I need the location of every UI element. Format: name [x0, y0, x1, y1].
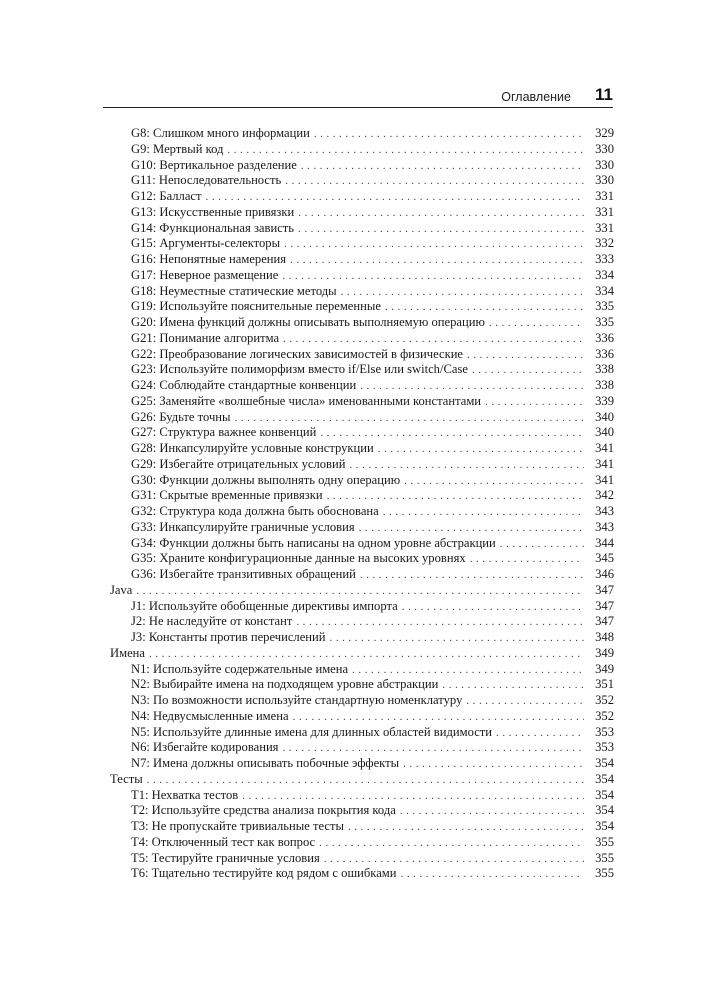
toc-leader-dots: [136, 584, 584, 600]
toc-entry-page: 345: [595, 551, 614, 566]
toc-entry-page: 348: [595, 630, 614, 644]
toc-entry-page: 338: [595, 362, 614, 377]
toc-entry-page: 336: [595, 330, 614, 345]
toc-entry-title: J3: Константы против перечислений: [131, 630, 326, 644]
toc-entry-title: T3: Не пропускайте тривиальные тесты: [131, 819, 344, 833]
toc-entry-title: G23: Используйте полиморфизм вместо if/Else или switch/Case: [131, 362, 468, 377]
toc-entry-title: G34: Функции должны быть написаны на одном уровне абстракции: [131, 535, 496, 550]
toc-entry-page: 329: [595, 126, 614, 140]
toc-entry-title: G12: Балласт: [131, 189, 202, 203]
toc-entry-page: 352: [595, 708, 614, 723]
toc-leader-dots: [298, 206, 584, 222]
toc-entry: [110, 709, 614, 725]
toc-entry: [110, 252, 614, 268]
toc-leader-dots: [341, 285, 584, 301]
toc-entry-title: G33: Инкапсулируйте граничные условия: [131, 519, 355, 534]
running-header-title: Оглавление: [501, 90, 571, 104]
toc-entry-page: 342: [595, 488, 614, 503]
toc-leader-dots: [235, 411, 584, 427]
toc-entry-title: T1: Нехватка тестов: [131, 787, 239, 802]
toc-entry-page: 331: [595, 220, 614, 235]
toc-entry-page: 349: [595, 645, 614, 660]
toc-entry-title: G10: Вертикальное разделение: [131, 157, 297, 172]
toc-entry: [110, 473, 614, 489]
toc-entry: [110, 236, 614, 252]
toc-entry: [110, 189, 614, 205]
toc-entry-title: G35: Храните конфигурационные данные на высоких уровнях: [131, 551, 466, 566]
toc-entry-title: G25: Заменяйте «волшебные числа» именованными константами: [131, 393, 482, 408]
toc-entry-page: 332: [595, 236, 614, 251]
table-of-contents: [110, 126, 614, 882]
toc-entry: [110, 488, 614, 504]
toc-entry-page: 343: [595, 519, 614, 534]
toc-entry: [110, 394, 614, 410]
toc-entry-title: G19: Используйте пояснительные переменные: [131, 299, 381, 314]
toc-entry: [110, 362, 614, 378]
toc-entry-page: 347: [595, 582, 614, 597]
toc-entry-page: 334: [595, 283, 614, 298]
toc-leader-dots: [330, 631, 584, 647]
toc-leader-dots: [319, 836, 584, 852]
toc-entry-page: 354: [595, 803, 614, 818]
toc-leader-dots: [206, 190, 584, 206]
toc-entry-page: 341: [595, 472, 614, 487]
toc-entry-page: 347: [595, 614, 614, 629]
toc-leader-dots: [282, 269, 584, 285]
toc-entry: [110, 851, 614, 867]
toc-leader-dots: [227, 143, 584, 159]
toc-entry: [110, 662, 614, 678]
toc-entry-page: 354: [595, 771, 614, 786]
toc-entry-page: 347: [595, 598, 614, 613]
toc-leader-dots: [485, 395, 584, 411]
toc-entry-title: G27: Структура важнее конвенций: [131, 425, 317, 440]
toc-entry: [110, 740, 614, 756]
toc-entry-page: 354: [595, 756, 614, 770]
toc-entry-page: 353: [595, 740, 614, 755]
toc-entry-title: G28: Инкапсулируйте условные конструкции: [131, 441, 374, 455]
toc-entry-page: 355: [595, 866, 614, 881]
toc-entry: [110, 457, 614, 473]
toc-entry-page: 341: [595, 441, 614, 455]
toc-leader-dots: [400, 804, 584, 820]
toc-leader-dots: [442, 678, 584, 694]
toc-entry-page: 355: [595, 850, 614, 865]
toc-entry-title: G32: Структура кода должна быть обоснована: [131, 504, 379, 518]
toc-leader-dots: [284, 237, 584, 253]
toc-entry: [110, 331, 614, 347]
running-header: [103, 80, 613, 106]
page-number: 11: [595, 85, 613, 104]
toc-leader-dots: [149, 647, 584, 663]
toc-leader-dots: [489, 316, 584, 332]
toc-leader-dots: [290, 253, 584, 269]
toc-leader-dots: [283, 332, 584, 348]
toc-leader-dots: [401, 867, 584, 883]
toc-leader-dots: [360, 379, 584, 395]
toc-entry-page: 343: [595, 504, 614, 518]
toc-entry-page: 353: [595, 724, 614, 739]
toc-entry-title: G21: Понимание алгоритма: [131, 330, 280, 345]
toc-entry-title: G26: Будьте точны: [131, 409, 231, 424]
toc-entry: [110, 315, 614, 331]
toc-entry: [110, 819, 614, 835]
toc-entry-title: J2: Не наследуйте от констант: [131, 614, 293, 629]
toc-leader-dots: [282, 741, 584, 757]
toc-entry-title: T5: Тестируйте граничные условия: [131, 850, 320, 865]
toc-leader-dots: [500, 537, 584, 553]
toc-leader-dots: [320, 426, 584, 442]
toc-entry-title: G22: Преобразование логических зависимостей в физические: [131, 346, 464, 361]
toc-entry: [110, 567, 614, 583]
toc-entry: [110, 299, 614, 315]
toc-leader-dots: [378, 442, 584, 458]
toc-entry-title: G24: Соблюдайте стандартные конвенции: [131, 378, 357, 392]
toc-entry: [110, 205, 614, 221]
toc-entry: [110, 866, 614, 882]
toc-leader-dots: [404, 474, 584, 490]
toc-entry: [110, 693, 614, 709]
toc-entry: [110, 347, 614, 363]
toc-entry-title: G36: Избегайте транзитивных обращений: [131, 567, 356, 581]
toc-entry: [110, 441, 614, 457]
toc-entry-page: 354: [595, 819, 614, 833]
toc-entry-page: 344: [595, 535, 614, 550]
toc-entry-title: G8: Слишком много информации: [131, 126, 310, 140]
toc-entry-title: N6: Избегайте кодирования: [131, 740, 279, 755]
toc-entry-page: 330: [595, 157, 614, 172]
toc-entry: [110, 803, 614, 819]
toc-leader-dots: [359, 521, 584, 537]
toc-entry-title: G13: Искусственные привязки: [131, 204, 295, 219]
toc-entry-title: T2: Используйте средства анализа покрытия кода: [131, 803, 396, 818]
toc-entry-page: 331: [595, 204, 614, 219]
toc-leader-dots: [385, 300, 584, 316]
toc-leader-dots: [147, 773, 584, 789]
toc-leader-dots: [466, 694, 584, 710]
toc-entry: [110, 551, 614, 567]
toc-entry-page: 339: [595, 393, 614, 408]
toc-entry: [110, 504, 614, 520]
toc-leader-dots: [467, 348, 584, 364]
toc-entry-title: J1: Используйте обобщенные директивы импорта: [131, 598, 398, 613]
toc-entry-page: 355: [595, 834, 614, 849]
toc-entry-title: G29: Избегайте отрицательных условий: [131, 456, 346, 471]
toc-entry-page: 354: [595, 787, 614, 802]
toc-leader-dots: [293, 710, 584, 726]
toc-leader-dots: [348, 820, 584, 836]
toc-entry-page: 352: [595, 693, 614, 707]
toc-entry-page: 346: [595, 567, 614, 581]
toc-leader-dots: [296, 615, 584, 631]
toc-entry-title: G18: Неуместные статические методы: [131, 283, 337, 298]
toc-entry: [110, 158, 614, 174]
toc-leader-dots: [327, 489, 584, 505]
toc-entry: [110, 725, 614, 741]
toc-leader-dots: [285, 174, 584, 190]
toc-entry: [110, 630, 614, 646]
toc-entry-title: T4: Отключенный тест как вопрос: [131, 834, 316, 849]
toc-section-entry: [110, 646, 614, 662]
toc-entry-page: 336: [595, 346, 614, 361]
toc-entry: [110, 378, 614, 394]
toc-entry-title: N5: Используйте длинные имена для длинных областей видимости: [131, 724, 493, 739]
toc-section-entry: [110, 583, 614, 599]
toc-entry-title: G20: Имена функций должны описывать выполняемую операцию: [131, 315, 485, 329]
toc-entry-title: T6: Тщательно тестируйте код рядом с ошибками: [131, 866, 397, 881]
toc-entry-page: 349: [595, 661, 614, 676]
toc-entry: [110, 221, 614, 237]
toc-entry: [110, 788, 614, 804]
toc-entry-title: N4: Недвусмысленные имена: [131, 708, 289, 723]
toc-entry: [110, 835, 614, 851]
toc-leader-dots: [403, 757, 584, 773]
toc-entry: [110, 142, 614, 158]
toc-entry: [110, 614, 614, 630]
toc-entry-title: G17: Неверное размещение: [131, 267, 279, 282]
toc-entry-page: 338: [595, 378, 614, 392]
toc-leader-dots: [324, 852, 584, 868]
toc-section-entry: [110, 772, 614, 788]
toc-leader-dots: [298, 222, 584, 238]
toc-leader-dots: [349, 458, 584, 474]
toc-leader-dots: [383, 505, 584, 521]
toc-entry-page: 330: [595, 141, 614, 156]
toc-entry-page: 340: [595, 409, 614, 424]
toc-entry: [110, 756, 614, 772]
toc-entry-page: 340: [595, 425, 614, 440]
toc-entry-title: G16: Непонятные намерения: [131, 252, 287, 266]
toc-entry-title: G11: Непоследовательность: [131, 173, 282, 188]
toc-leader-dots: [472, 363, 584, 379]
toc-leader-dots: [402, 600, 584, 616]
toc-entry: [110, 599, 614, 615]
toc-entry-title: N7: Имена должны описывать побочные эффекты: [131, 756, 400, 770]
toc-entry-page: 335: [595, 315, 614, 329]
toc-entry-title: Имена: [110, 645, 145, 660]
toc-entry-title: Java: [110, 582, 133, 597]
toc-entry-title: G30: Функции должны выполнять одну операцию: [131, 472, 401, 487]
toc-entry: [110, 520, 614, 536]
toc-entry: [110, 284, 614, 300]
toc-entry-title: N1: Используйте содержательные имена: [131, 661, 349, 676]
toc-entry: [110, 173, 614, 189]
toc-entry-title: G15: Аргументы-селекторы: [131, 236, 281, 251]
toc-leader-dots: [496, 726, 584, 742]
header-rule: [103, 107, 613, 108]
toc-entry-page: 334: [595, 267, 614, 282]
toc-entry: [110, 268, 614, 284]
toc-entry: [110, 410, 614, 426]
toc-leader-dots: [360, 568, 584, 584]
toc-entry-page: 335: [595, 299, 614, 314]
toc-entry-page: 351: [595, 677, 614, 692]
toc-entry-page: 341: [595, 456, 614, 471]
toc-entry: [110, 677, 614, 693]
toc-entry-title: Тесты: [110, 771, 143, 786]
toc-leader-dots: [242, 789, 584, 805]
toc-entry-page: 331: [595, 189, 614, 203]
toc-entry: [110, 536, 614, 552]
toc-leader-dots: [301, 159, 584, 175]
toc-entry-title: G31: Скрытые временные привязки: [131, 488, 323, 503]
toc-entry: [110, 425, 614, 441]
toc-entry-title: G9: Мертвый код: [131, 141, 224, 156]
toc-entry-page: 333: [595, 252, 614, 266]
toc-leader-dots: [314, 127, 584, 143]
toc-entry-page: 330: [595, 173, 614, 188]
toc-leader-dots: [352, 663, 584, 679]
toc-entry-title: N3: По возможности используйте стандартную номенклатуру: [131, 693, 463, 707]
toc-entry-title: N2: Выбирайте имена на подходящем уровне абстракции: [131, 677, 439, 692]
toc-entry-title: G14: Функциональная зависть: [131, 220, 295, 235]
toc-leader-dots: [470, 552, 584, 568]
toc-entry: [110, 126, 614, 142]
